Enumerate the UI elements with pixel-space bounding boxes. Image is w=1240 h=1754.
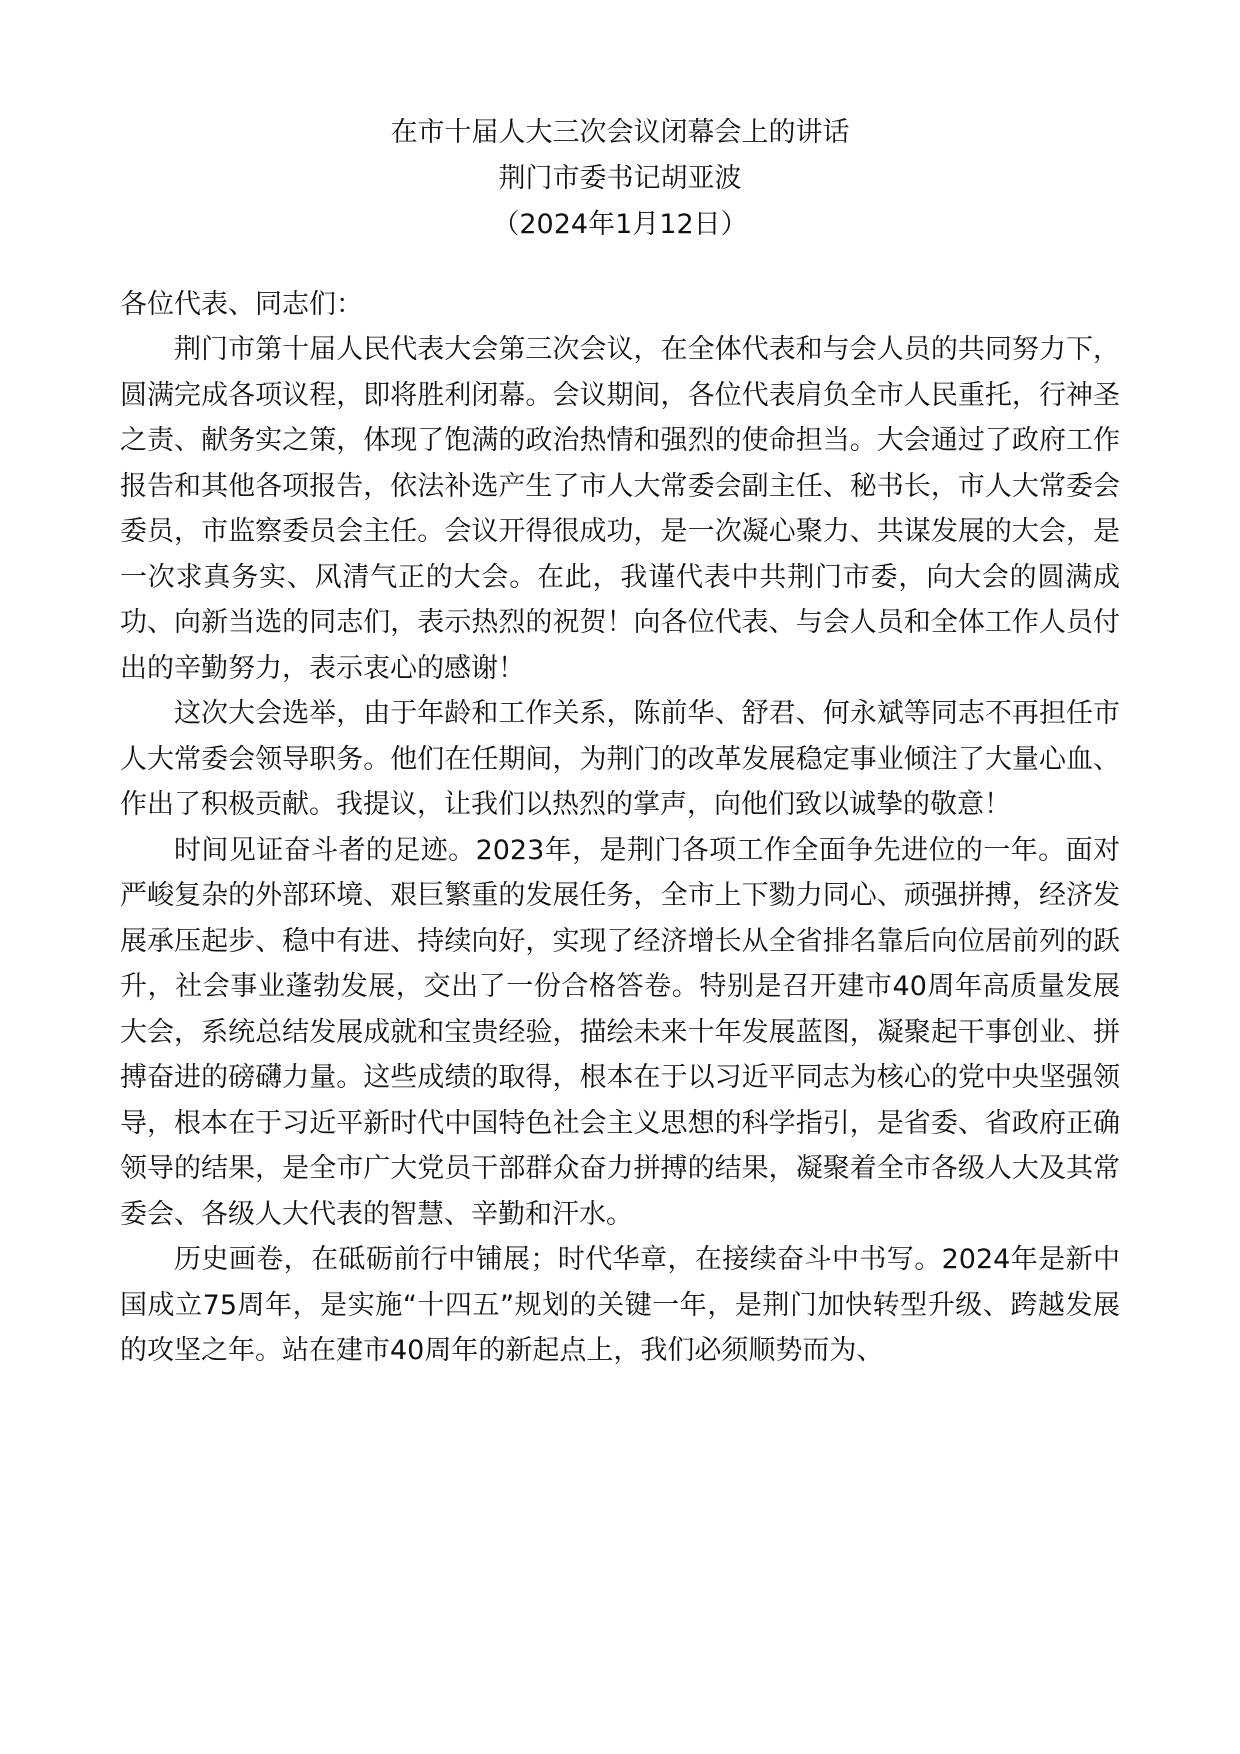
- document-title: 在市十届人大三次会议闭幕会上的讲话: [390, 117, 850, 148]
- salutation: 各位代表、同志们：: [120, 289, 363, 320]
- speaker-line: 荆门市委书记胡亚波: [498, 163, 742, 194]
- document-page: [120, 110, 1120, 1374]
- document-header: [120, 110, 1120, 248]
- paragraph-1: 荆门市第十届人民代表大会第三次会议，在全体代表和与会人员的共同努力下，圆满完成各项议程，即将胜利闭幕。会议期间，各位代表肩负全市人民重托，行神圣之责、献务实之策，体现了饱满的政治热情和强烈的使命担当。大会通过了政府工作报告和其他各项报告，依法补选产生了市人大常委会副主任、秘书长，市人大常委会委员，市监察委员会主任。会议开得很成功，是一次凝心聚力、共谋发展的大会，是一次求真务实、风清气正的大会。在此，我谨代表中共荆门市委，向大会的圆满成功、向新当选的同志们，表示热烈的祝贺！向各位代表、与会人员和全体工作人员付出的辛勤努力，表示衷心的感谢！: [120, 334, 1120, 684]
- paragraph-4: 历史画卷，在砥砺前行中铺展；时代华章，在接续奋斗中书写。2024年是新中国成立75周年，是实施“十四五”规划的关键一年，是荆门加快转型升级、跨越发展的攻坚之年。站在建市40周年的新起点上，我们必须顺势而为、: [120, 1244, 1120, 1366]
- paragraph-2: 这次大会选举，由于年龄和工作关系，陈前华、舒君、何永斌等同志不再担任市人大常委会领导职务。他们在任期间，为荆门的改革发展稳定事业倾注了大量心血、作出了积极贡献。我提议，让我们以热烈的掌声，向他们致以诚挚的敬意！: [120, 698, 1120, 820]
- paragraph-3: 时间见证奋斗者的足迹。2023年，是荆门各项工作全面争先进位的一年。面对严峻复杂的外部环境、艰巨繁重的发展任务，全市上下勠力同心、顽强拼搏，经济发展承压起步、稳中有进、持续向好，实现了经济增长从全省排名靠后向位居前列的跃升，社会事业蓬勃发展，交出了一份合格答卷。特别是召开建市40周年高质量发展大会，系统总结发展成就和宝贵经验，描绘未来十年发展蓝图，凝聚起干事创业、拼搏奋进的磅礴力量。这些成绩的取得，根本在于以习近平同志为核心的党中央坚强领导，根本在于习近平新时代中国特色社会主义思想的科学指引，是省委、省政府正确领导的结果，是全市广大党员干部群众奋力拼搏的结果，凝聚着全市各级人大及其常委会、各级人大代表的智慧、辛勤和汗水。: [120, 834, 1120, 1230]
- speech-date: （2024年1月12日）: [492, 209, 748, 240]
